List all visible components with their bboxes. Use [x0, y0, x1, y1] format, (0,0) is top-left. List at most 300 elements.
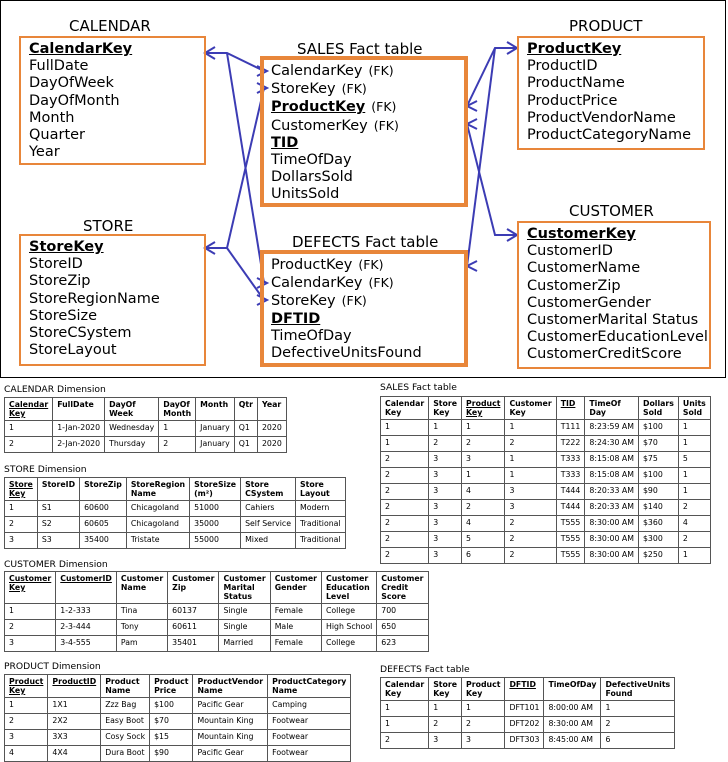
product-key-attr: ProductKey — [527, 41, 622, 57]
table-cell: 1 — [429, 420, 462, 436]
column-header — [321, 572, 376, 604]
table-cell: College — [321, 604, 376, 620]
table-cell: 2 — [381, 516, 429, 532]
column-header — [505, 397, 556, 420]
column-header — [168, 572, 219, 604]
table-cell: $70 — [150, 714, 193, 730]
defects-attr: TimeOfDay — [271, 327, 352, 344]
table-cell: 2 — [381, 500, 429, 516]
table-cell: 3 — [429, 468, 462, 484]
table-cell: 5 — [462, 532, 505, 548]
table-cell: 4X4 — [48, 746, 101, 762]
defects-fact-table — [380, 677, 675, 749]
customer-entity-title: CUSTOMER — [569, 202, 654, 220]
table-row — [381, 733, 675, 749]
table-header-row — [381, 397, 711, 420]
table-row — [5, 501, 346, 517]
table-cell: $90 — [638, 484, 678, 500]
store-table-caption: STORE Dimension — [4, 464, 87, 475]
table-row — [5, 698, 351, 714]
table-cell: Self Service — [241, 517, 296, 533]
table-cell: 4 — [462, 516, 505, 532]
column-header-text: Year — [261, 400, 282, 409]
column-header-text: Key — [9, 583, 26, 592]
table-cell: 1 — [381, 717, 429, 733]
table-cell: 2 — [429, 717, 462, 733]
table-cell: 8:30:00 AM — [585, 516, 639, 532]
table-cell: 1 — [505, 420, 556, 436]
store-attr: StoreRegionName — [29, 290, 160, 307]
table-header-row — [5, 398, 287, 421]
column-header — [150, 675, 193, 698]
column-header-text: Customer — [120, 574, 164, 583]
table-cell: 1 — [678, 548, 710, 564]
table-cell: $70 — [638, 436, 678, 452]
table-cell: 1 — [5, 501, 38, 517]
table-cell: T333 — [556, 468, 585, 484]
column-header-text: Customer — [223, 574, 266, 583]
column-header-text: Name — [130, 489, 157, 498]
calendar-table-caption: CALENDAR Dimension — [4, 384, 106, 395]
column-header — [268, 675, 351, 698]
column-header — [105, 398, 159, 421]
calendar-dimension-table — [4, 397, 287, 453]
table-cell: 2-Jan-2020 — [53, 437, 105, 453]
store-dimension-table — [4, 477, 346, 549]
column-header-text: Customer — [274, 574, 317, 583]
calendar-attr: Quarter — [29, 127, 86, 144]
table-cell: Footwear — [268, 746, 351, 762]
table-cell: $100 — [638, 468, 678, 484]
table-cell: 3 — [429, 500, 462, 516]
table-cell: 2020 — [257, 437, 286, 453]
column-header — [678, 397, 710, 420]
column-header-text: Level — [325, 592, 350, 601]
column-header-text: Key — [385, 408, 402, 417]
table-cell: 2 — [381, 452, 429, 468]
fk-tag: (FK) — [358, 257, 384, 272]
column-header-text: Name — [272, 686, 298, 695]
column-header — [101, 675, 150, 698]
column-header — [5, 572, 56, 604]
column-header — [505, 678, 544, 701]
customer-entity — [517, 221, 711, 369]
table-header-row — [5, 478, 346, 501]
table-cell: Thursday — [105, 437, 159, 453]
column-header-text: Layout — [300, 489, 330, 498]
table-cell: 1 — [462, 468, 505, 484]
table-cell: 60137 — [168, 604, 219, 620]
column-header-text: Customer — [9, 574, 52, 583]
table-cell: January — [196, 437, 235, 453]
column-header — [462, 678, 505, 701]
sales-attr-calendarkey: CalendarKey — [271, 63, 363, 79]
table-cell: 4 — [5, 746, 48, 762]
table-cell: 3 — [429, 548, 462, 564]
fk-tag: (FK) — [368, 275, 394, 291]
customer-key-attr: CustomerKey — [527, 226, 636, 242]
table-cell: DFT101 — [505, 701, 544, 717]
table-row — [381, 452, 711, 468]
table-cell: Cosy Sock — [101, 730, 150, 746]
table-cell: January — [196, 421, 235, 437]
defects-attr-calendarkey: CalendarKey — [271, 275, 363, 292]
column-header-text: Name — [197, 686, 223, 695]
column-header — [234, 398, 257, 421]
table-row — [5, 746, 351, 762]
table-cell: 3-4-555 — [56, 636, 117, 652]
column-header — [193, 675, 268, 698]
customer-dimension-table — [4, 571, 429, 652]
sales-fact-table — [380, 396, 711, 564]
column-header-text: Name — [120, 583, 147, 592]
column-header-text: Price — [154, 686, 177, 695]
table-cell: 2 — [462, 717, 505, 733]
table-cell: 1 — [505, 452, 556, 468]
table-cell: 1-2-333 — [56, 604, 117, 620]
defects-attr-storekey: StoreKey — [271, 293, 336, 310]
table-cell: T333 — [556, 452, 585, 468]
table-cell: Footwear — [268, 730, 351, 746]
table-cell: Footwear — [268, 714, 351, 730]
table-row — [5, 636, 429, 652]
table-row — [5, 421, 287, 437]
column-header-text: DFTID — [509, 680, 536, 689]
table-cell: 51000 — [190, 501, 241, 517]
calendar-attr: Month — [29, 109, 75, 126]
fk-tag: (FK) — [371, 99, 397, 115]
sales-fk-attr — [271, 98, 457, 116]
table-cell: 3X3 — [48, 730, 101, 746]
table-row — [381, 468, 711, 484]
sales-fk-attr — [271, 117, 457, 135]
column-header-text: Qtr — [238, 400, 253, 409]
sales-fk-attr — [271, 62, 457, 80]
sales-attr: UnitsSold — [271, 186, 340, 203]
table-cell: 2 — [462, 436, 505, 452]
table-cell: 1 — [678, 436, 710, 452]
column-header-text: Sold — [642, 408, 663, 417]
table-cell: 1X1 — [48, 698, 101, 714]
link-sales-customer — [467, 124, 515, 235]
column-header-text: Dollars — [642, 399, 674, 408]
table-row — [381, 532, 711, 548]
table-cell: 2 — [381, 733, 429, 749]
store-attr: StoreCSystem — [29, 325, 132, 342]
table-row — [381, 420, 711, 436]
column-header-text: Found — [605, 689, 633, 698]
customer-attr: CustomerName — [527, 260, 641, 277]
column-header-text: StoreZip — [84, 480, 122, 489]
table-row — [5, 620, 429, 636]
table-cell: 1 — [5, 604, 56, 620]
table-cell: Cahiers — [241, 501, 296, 517]
column-header-text: Calendar — [9, 400, 49, 409]
column-header-text: CSystem — [245, 489, 284, 498]
column-header-text: Gender — [274, 583, 307, 592]
table-cell: 55000 — [190, 533, 241, 549]
table-row — [5, 437, 287, 453]
column-header-text: Key — [9, 489, 26, 498]
sales-fk-attr — [271, 80, 457, 98]
table-cell: 8:15:08 AM — [585, 452, 639, 468]
table-cell: 2 — [505, 532, 556, 548]
column-header-text: StoreSize — [194, 480, 237, 489]
table-cell: 4 — [462, 484, 505, 500]
sales-fact-entity — [260, 56, 468, 207]
table-row — [381, 500, 711, 516]
customer-attr: CustomerZip — [527, 277, 621, 294]
table-cell: 3 — [429, 516, 462, 532]
table-cell: S2 — [37, 517, 79, 533]
store-attr: StoreID — [29, 256, 83, 273]
column-header-text: Credit — [381, 583, 409, 592]
table-cell: 4 — [678, 516, 710, 532]
table-cell: 2 — [159, 437, 196, 453]
table-cell: 700 — [377, 604, 428, 620]
table-cell: 1 — [462, 701, 505, 717]
table-cell: 8:23:59 AM — [585, 420, 639, 436]
table-cell: 8:30:00 AM — [544, 717, 601, 733]
defects-fact-entity — [260, 250, 468, 367]
table-cell: T222 — [556, 436, 585, 452]
column-header — [5, 478, 38, 501]
table-cell: $300 — [638, 532, 678, 548]
column-header — [116, 572, 167, 604]
column-header — [241, 478, 296, 501]
table-cell: 8:24:30 AM — [585, 436, 639, 452]
defects-attr-productkey: ProductKey — [271, 257, 353, 273]
table-row — [381, 701, 675, 717]
table-cell: College — [321, 636, 376, 652]
table-cell: $75 — [638, 452, 678, 468]
column-header-text: Store — [9, 480, 33, 489]
column-header-text: CustomerID — [60, 574, 112, 583]
table-cell: S1 — [37, 501, 79, 517]
table-cell: Chicagoland — [126, 501, 189, 517]
table-cell: 8:15:08 AM — [585, 468, 639, 484]
column-header-text: Customer — [381, 574, 424, 583]
column-header-text: DayOf — [163, 400, 190, 409]
store-entity-title: STORE — [83, 217, 134, 235]
table-cell: 2-3-444 — [56, 620, 117, 636]
table-cell: $140 — [638, 500, 678, 516]
column-header-text: Key — [385, 689, 402, 698]
table-cell: 35000 — [190, 517, 241, 533]
column-header-text: Month — [163, 409, 192, 418]
table-cell: 1 — [678, 484, 710, 500]
table-cell: 1 — [381, 701, 429, 717]
column-header-text: TimeOf — [589, 399, 621, 408]
column-header-text: Key — [466, 408, 483, 417]
table-cell: T444 — [556, 500, 585, 516]
table-cell: 2 — [601, 717, 675, 733]
column-header-text: Marital — [223, 583, 255, 592]
table-cell: T111 — [556, 420, 585, 436]
fk-tag: (FK) — [373, 117, 399, 133]
column-header — [126, 478, 189, 501]
column-header-text: Education — [325, 583, 370, 592]
store-attr: StoreSize — [29, 307, 98, 324]
link-defects-product — [467, 48, 495, 266]
table-cell: Pacific Gear — [193, 698, 268, 714]
product-table-caption: PRODUCT Dimension — [4, 661, 101, 672]
column-header — [556, 397, 585, 420]
table-cell: 1 — [381, 436, 429, 452]
table-cell: T555 — [556, 548, 585, 564]
table-row — [381, 484, 711, 500]
table-cell: 3 — [429, 733, 462, 749]
column-header-text: Month — [200, 400, 229, 409]
column-header-text: StoreRegion — [130, 480, 186, 489]
table-cell: Mountain King — [193, 730, 268, 746]
column-header — [462, 397, 505, 420]
customer-attr: CustomerID — [527, 243, 613, 260]
column-header — [296, 478, 346, 501]
sales-attr: TimeOfDay — [271, 152, 352, 169]
table-cell: Chicagoland — [126, 517, 189, 533]
table-cell: Wednesday — [105, 421, 159, 437]
table-cell: 35400 — [80, 533, 127, 549]
column-header-text: ProductCategory — [272, 677, 347, 686]
column-header-text: ProductVendor — [197, 677, 264, 686]
column-header — [257, 398, 286, 421]
column-header-text: Customer — [509, 399, 552, 408]
column-header-text: ProductID — [52, 677, 97, 686]
table-cell: 3 — [505, 500, 556, 516]
column-header-text: (m²) — [194, 489, 213, 498]
table-cell: Traditional — [296, 533, 346, 549]
column-header-text: Key — [9, 409, 26, 418]
arrow-defects-product — [467, 261, 477, 271]
column-header — [585, 397, 639, 420]
column-header — [5, 398, 53, 421]
table-cell: $100 — [638, 420, 678, 436]
store-attr: StoreZip — [29, 273, 91, 290]
table-cell: $250 — [638, 548, 678, 564]
table-cell: Dura Boot — [101, 746, 150, 762]
column-header — [601, 678, 675, 701]
table-cell: 3 — [429, 532, 462, 548]
table-cell: 2 — [5, 437, 53, 453]
customer-table-caption: CUSTOMER Dimension — [4, 559, 108, 570]
table-header-row — [5, 572, 429, 604]
defects-attr: DefectiveUnitsFound — [271, 345, 422, 362]
column-header-text: Week — [109, 409, 134, 418]
table-cell: 3 — [5, 730, 48, 746]
column-header — [381, 397, 429, 420]
calendar-entity — [19, 36, 206, 165]
column-header-text: Product — [466, 399, 501, 408]
defects-fk-attr — [271, 256, 457, 274]
column-header — [56, 572, 117, 604]
calendar-key-attr: CalendarKey — [29, 41, 133, 57]
table-cell: Tristate — [126, 533, 189, 549]
column-header — [196, 398, 235, 421]
column-header — [190, 478, 241, 501]
table-cell: 35401 — [168, 636, 219, 652]
table-cell: 2 — [381, 468, 429, 484]
table-cell: 1 — [601, 701, 675, 717]
table-cell: $90 — [150, 746, 193, 762]
table-cell: 2 — [429, 436, 462, 452]
table-cell: 8:00:00 AM — [544, 701, 601, 717]
table-cell: 2 — [505, 436, 556, 452]
table-cell: 2 — [5, 714, 48, 730]
table-cell: T444 — [556, 484, 585, 500]
table-cell: 1 — [678, 468, 710, 484]
column-header — [638, 397, 678, 420]
table-cell: DFT202 — [505, 717, 544, 733]
column-header-text: Key — [509, 408, 526, 417]
table-cell: 3 — [505, 484, 556, 500]
table-cell: 1 — [159, 421, 196, 437]
column-header-text: Status — [223, 592, 252, 601]
column-header-text: Product — [9, 677, 44, 686]
column-header-text: Store — [300, 480, 324, 489]
store-attr: StoreLayout — [29, 342, 117, 359]
table-cell: 8:30:00 AM — [585, 548, 639, 564]
defects-entity-title: DEFECTS Fact table — [292, 233, 439, 251]
column-header — [159, 398, 196, 421]
column-header — [219, 572, 270, 604]
table-cell: 2 — [678, 500, 710, 516]
table-row — [381, 548, 711, 564]
product-attr: ProductPrice — [527, 92, 618, 109]
product-dimension-table — [4, 674, 351, 762]
table-cell: Female — [270, 604, 321, 620]
table-cell: 2 — [462, 500, 505, 516]
product-attr: ProductVendorName — [527, 109, 676, 126]
table-cell: 5 — [678, 452, 710, 468]
table-cell: 3 — [429, 452, 462, 468]
customer-attr: CustomerCreditScore — [527, 346, 682, 363]
table-cell: Male — [270, 620, 321, 636]
table-cell: 1 — [5, 421, 53, 437]
table-cell: Mountain King — [193, 714, 268, 730]
table-cell: 2 — [5, 620, 56, 636]
column-header-text: Key — [433, 408, 450, 417]
column-header-text: Store — [245, 480, 269, 489]
table-cell: 8:30:00 AM — [585, 532, 639, 548]
column-header-text: DefectiveUnits — [605, 680, 671, 689]
product-attr: ProductName — [527, 75, 625, 92]
table-row — [5, 517, 346, 533]
column-header — [381, 678, 429, 701]
column-header — [37, 478, 79, 501]
fk-tag: (FK) — [341, 293, 367, 309]
table-header-row — [381, 678, 675, 701]
table-row — [5, 730, 351, 746]
calendar-attr: DayOfWeek — [29, 75, 114, 92]
column-header-text: TimeOfDay — [548, 680, 597, 689]
column-header-text: Sold — [682, 408, 703, 417]
table-cell: Pam — [116, 636, 167, 652]
column-header-text: Product — [105, 677, 140, 686]
table-cell: Q1 — [234, 421, 257, 437]
table-cell: 6 — [462, 548, 505, 564]
defects-fk-attr — [271, 292, 457, 310]
product-entity-title: PRODUCT — [569, 17, 643, 35]
product-entity — [517, 36, 705, 150]
fk-tag: (FK) — [368, 63, 394, 78]
table-cell: Easy Boot — [101, 714, 150, 730]
column-header-text: Day — [589, 408, 606, 417]
column-header-text: TID — [560, 399, 576, 408]
table-row — [5, 604, 429, 620]
table-cell: $100 — [150, 698, 193, 714]
table-cell: Modern — [296, 501, 346, 517]
